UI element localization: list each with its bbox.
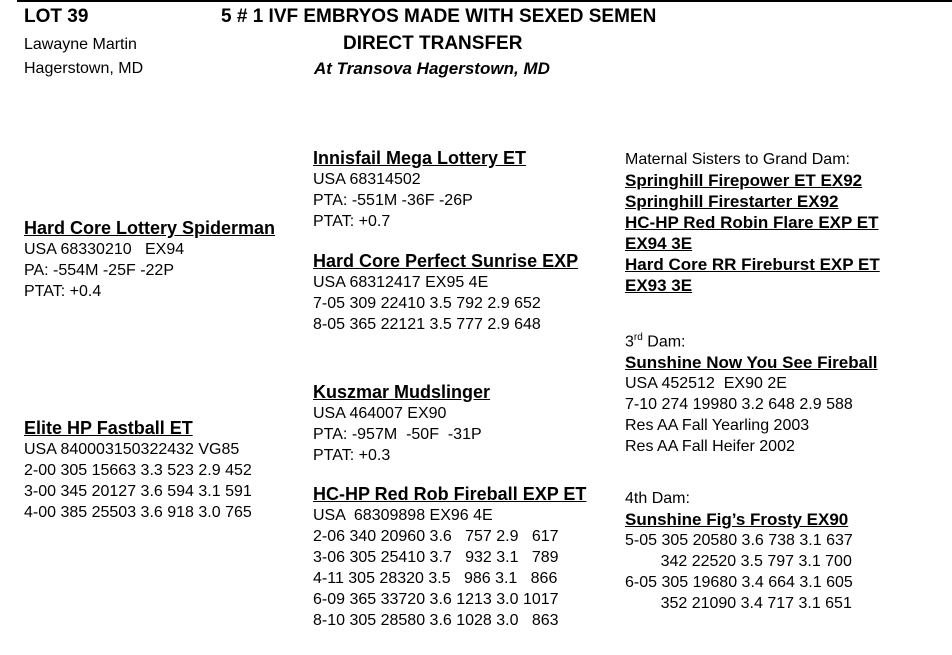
dam-dam-line: 2-06 340 20960 3.6 757 2.9 617 — [313, 528, 559, 545]
lot-number: LOT 39 — [24, 6, 89, 27]
fourth-dam-block — [625, 488, 853, 614]
page-subtitle: DIRECT TRANSFER — [343, 33, 523, 54]
dam-sire-line: PTA: -957M -50F -31P — [313, 426, 482, 443]
sire-dam-line: 7-05 309 22410 3.5 792 2.9 652 — [313, 295, 541, 312]
transfer-location: At Transova Hagerstown, MD — [314, 59, 550, 78]
maternal-sister-name: Hard Core RR Fireburst EXP ET — [625, 255, 880, 274]
third-dam-heading: 3rd Dam: — [625, 332, 686, 351]
sire-dam-line: USA 68312417 EX95 4E — [313, 274, 489, 291]
sire-sire-line: PTAT: +0.7 — [313, 213, 391, 230]
sire-line: PA: -554M -25F -22P — [24, 262, 174, 279]
third-dam-name: Sunshine Now You See Fireball — [625, 353, 878, 373]
fourth-dam-line: 352 21090 3.4 717 3.1 651 — [625, 595, 852, 612]
maternal-sister-name: EX94 3E — [625, 234, 693, 253]
maternal-sister-name: HC-HP Red Robin Flare EXP ET — [625, 213, 879, 232]
dam-sire-name: Kuszmar Mudslinger — [313, 382, 491, 402]
sire-dam-line: 8-05 365 22121 3.5 777 2.9 648 — [313, 316, 541, 333]
dam-line: 4-00 385 25503 3.6 918 3.0 765 — [24, 504, 252, 521]
maternal-sisters-block — [625, 149, 880, 296]
sire-sire-name: Innisfail Mega Lottery ET — [313, 148, 527, 168]
dam-line: 2-00 305 15663 3.3 523 2.9 452 — [24, 462, 252, 479]
owner-location: Hagerstown, MD — [24, 60, 144, 77]
third-dam-line: USA 452512 EX90 2E — [625, 375, 787, 393]
dam-sire-block — [313, 382, 490, 466]
maternal-sister-name: Springhill Firepower ET EX92 — [625, 171, 863, 190]
dam-line: USA 840003150322432 VG85 — [24, 441, 240, 458]
dam-dam-line: USA 68309898 EX96 4E — [313, 507, 493, 524]
sire-name: Hard Core Lottery Spiderman — [24, 218, 276, 238]
dam-sire-line: USA 464007 EX90 — [313, 405, 447, 422]
sire-sire-line: PTA: -551M -36F -26P — [313, 192, 473, 209]
maternal-sisters-heading: Maternal Sisters to Grand Dam: — [625, 151, 850, 168]
dam-dam-line: 6-09 365 33720 3.6 1213 3.0 1017 — [313, 591, 559, 608]
dam-dam-line: 3-06 305 25410 3.7 932 3.1 789 — [313, 549, 559, 566]
dam-line: 3-00 345 20127 3.6 594 3.1 591 — [24, 483, 252, 500]
fourth-dam-line: 342 22520 3.5 797 3.1 700 — [625, 553, 852, 570]
sire-line: USA 68330210 EX94 — [24, 241, 185, 258]
dam-dam-name: HC-HP Red Rob Fireball EXP ET — [313, 484, 587, 504]
fourth-dam-line: 5-05 305 20580 3.6 738 3.1 637 — [625, 532, 853, 549]
dam-dam-line: 8-10 305 28580 3.6 1028 3.0 863 — [313, 612, 559, 629]
maternal-sister-name: EX93 3E — [625, 276, 693, 295]
fourth-dam-name: Sunshine Fig’s Frosty EX90 — [625, 510, 849, 529]
sire-sire-line: USA 68314502 — [313, 171, 421, 188]
third-dam-block — [625, 327, 878, 457]
sire-dam-name: Hard Core Perfect Sunrise EXP — [313, 251, 579, 271]
sire-block — [24, 218, 275, 302]
dam-name: Elite HP Fastball ET — [24, 418, 193, 438]
fourth-dam-heading: 4th Dam: — [625, 490, 690, 507]
dam-dam-block — [313, 484, 586, 631]
maternal-sister-name: Springhill Firestarter EX92 — [625, 192, 839, 211]
owner-name: Lawayne Martin — [24, 36, 137, 53]
sire-sire-block — [313, 148, 526, 232]
top-rule — [17, 0, 952, 2]
dam-sire-line: PTAT: +0.3 — [313, 447, 391, 464]
page-title: 5 # 1 IVF EMBRYOS MADE WITH SEXED SEMEN — [221, 6, 657, 27]
sire-dam-block — [313, 251, 578, 335]
dam-block — [24, 418, 252, 523]
third-dam-line: Res AA Fall Yearling 2003 — [625, 417, 810, 435]
third-dam-line: Res AA Fall Heifer 2002 — [625, 438, 795, 456]
fourth-dam-line: 6-05 305 19680 3.4 664 3.1 605 — [625, 574, 853, 591]
dam-dam-line: 4-11 305 28320 3.5 986 3.1 866 — [313, 570, 558, 587]
third-dam-line: 7-10 274 19980 3.2 648 2.9 588 — [625, 396, 853, 414]
sire-line: PTAT: +0.4 — [24, 283, 102, 300]
